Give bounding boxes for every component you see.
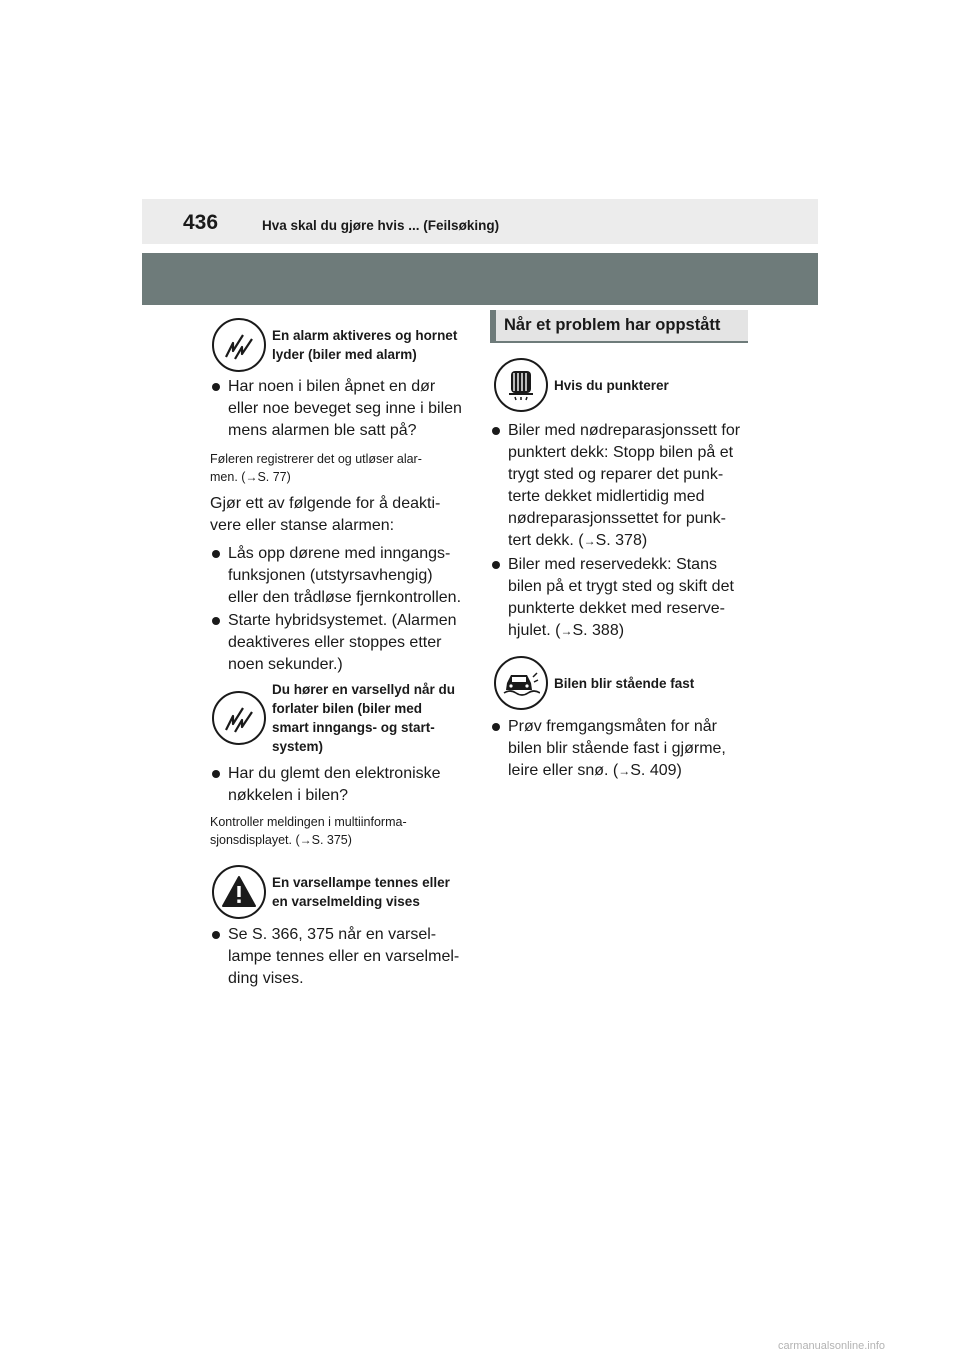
text-line [210,468,478,486]
bullet-item [210,924,496,990]
section-band [142,253,818,305]
label-line: en varselmelding vises [272,894,420,909]
text-line [508,530,772,552]
arrow-icon: → [245,470,258,484]
bullet-item [210,376,496,442]
watermark: carmanualsonline.info [778,1340,886,1352]
flat-tire-topic [494,358,669,412]
text-line: vere eller stanse alarmen: [210,517,395,534]
label-line: En varsellampe tennes eller [272,875,450,890]
page-ref: S. 77) [257,470,291,484]
note [210,450,478,486]
bullet-item [210,610,496,676]
stuck-car-label: Bilen blir stående fast [554,675,695,691]
flat-tire-label: Hvis du punkterer [554,377,669,393]
text-line: Biler med nødreparasjonssett for [508,422,741,439]
page-ref: S. 388) [572,622,625,639]
paragraph [210,493,478,537]
bullet-item [210,543,496,609]
label-line: system) [272,739,324,754]
label-line: smart inngangs- og start- [272,720,435,735]
bullet-item [490,716,772,782]
stuck-car-icon [494,656,548,710]
text-line: Biler med reservedekk: Stans [508,556,717,573]
text-line: Se S. 366, 375 når en varsel- [228,926,437,943]
text-line: lampe tennes eller en varselmel- [228,948,460,965]
text-line [508,620,772,642]
text-line [210,831,478,849]
section-header [490,310,748,343]
section-title: Når et problem har oppstått [504,316,721,334]
text-span: leire eller snø. ( [508,762,619,779]
warning-topic [212,865,450,919]
label-line: lyder (biler med alarm) [272,347,417,362]
buzzer-topic [212,680,455,756]
bullet-item [210,763,496,807]
alarm-topic [212,318,457,372]
warning-triangle-icon [212,865,266,919]
arrow-icon: → [618,764,631,778]
label-line: Du hører en varsellyd når du [272,682,456,697]
text-line: nødreparasjonssettet for punk- [508,510,726,527]
bullet-item [490,554,772,642]
text-span: hjulet. ( [508,622,561,639]
buzzer-topic-label [272,680,455,756]
alarm-sound-icon [212,318,266,372]
alarm-sound-icon [212,691,266,745]
text-line: Prøv fremgangsmåten for når [508,718,717,735]
text-line: funksjonen (utstyrsavhengig) [228,567,433,584]
arrow-icon: → [583,534,596,548]
text-line: Gjør ett av følgende for å deakti- [210,495,441,512]
page-ref: S. 409) [630,762,682,779]
text-line: noen sekunder.) [228,656,343,673]
arrow-icon: → [560,624,573,638]
text-line: deaktiveres eller stoppes etter [228,634,442,651]
text-line: Har du glemt den elektroniske [228,765,441,782]
text-line: mens alarmen ble satt på? [228,422,417,439]
text-line: bilen på et trygt sted og skift det [508,578,734,595]
text-line: trygt sted og reparer det punk- [508,466,724,483]
page-ref: S. 375) [311,833,352,847]
text-line: eller noe beveget seg inne i bilen [228,400,462,417]
alarm-topic-label [272,326,457,364]
page-number: 436 [183,211,219,234]
text-line [508,760,772,782]
text-line: bilen blir stående fast i gjørme, [508,740,726,757]
text-line: eller den trådløse fjernkontrollen. [228,589,462,606]
warning-topic-label [272,873,450,911]
label-line: En alarm aktiveres og hornet [272,328,458,343]
text-line: nøkkelen i bilen? [228,787,349,804]
bullet-item [490,420,772,552]
page-ref: S. 378) [595,532,648,549]
text-line: Kontroller meldingen i multiinforma- [210,815,407,829]
note [210,813,478,849]
text-line: Føleren registrerer det og utløser alar- [210,452,422,466]
text-span: men. ( [210,470,246,484]
arrow-icon: → [299,833,312,847]
text-span: tert dekk. ( [508,532,584,549]
text-line: Har noen i bilen åpnet en dør [228,378,436,395]
text-line: terte dekket midlertidig med [508,488,705,505]
text-line: Starte hybridsystemet. (Alarmen [228,612,457,629]
chapter-title: Hva skal du gjøre hvis ... (Feilsøking) [262,218,500,233]
flat-tire-icon [494,358,548,412]
text-span: sjonsdisplayet. ( [210,833,300,847]
stuck-car-topic [494,656,694,710]
label-line: forlater bilen (biler med [272,701,423,716]
text-line: ding vises. [228,970,304,987]
text-line: punkterte dekket med reserve- [508,600,725,617]
text-line: Lås opp dørene med inngangs- [228,545,451,562]
text-line: punktert dekk: Stopp bilen på et [508,444,734,461]
